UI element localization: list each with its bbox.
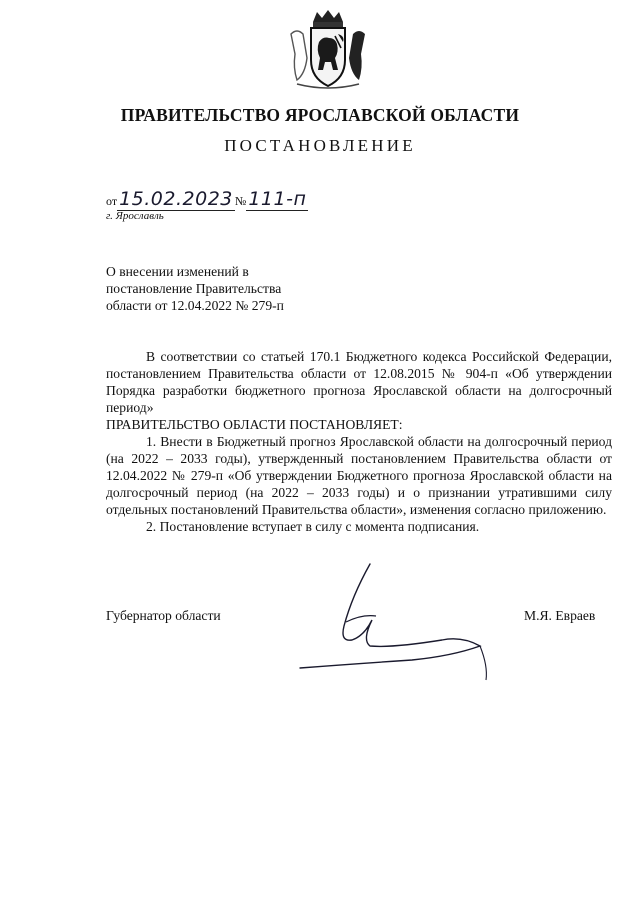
signatory-position: Губернатор области — [106, 608, 221, 623]
handwritten-signature-icon — [292, 556, 492, 686]
document-date: 15.02.2023 — [119, 188, 233, 210]
document-number: 111-п — [248, 188, 307, 210]
document-body — [106, 348, 612, 535]
document-subject — [106, 263, 346, 314]
organization-title: ПРАВИТЕЛЬСТВО ЯРОСЛАВСКОЙ ОБЛАСТИ — [120, 105, 520, 125]
number-prefix: № — [234, 194, 247, 208]
date-prefix: от — [106, 194, 118, 208]
body-paragraph: В соответствии со статьей 170.1 Бюджетного кодекса Российской Федерации, постановлением Правительства области от 12.08.2015 № 904-п «Об утверждении Порядка разработки бюджетного прогноза Ярославской области на долгосрочный период» — [106, 349, 612, 415]
body-decree-heading: ПРАВИТЕЛЬСТВО ОБЛАСТИ ПОСТАНОВЛЯЕТ: — [106, 417, 403, 432]
city: г. Ярославль — [106, 210, 164, 222]
subject-line: области от 12.04.2022 № 279-п — [106, 298, 284, 313]
body-paragraph: 1. Внести в Бюджетный прогноз Ярославской области на долгосрочный период (на 2022 – 2033 годы), утвержденный постановлением Правительства области от 12.04.2022 № 279-п «Об утверждении Бюджетного прогноза Ярославской области на долгосрочный период (на 2022 – 2033 годы) и о признании утратившими силу отдельных постановлений Правительства области», изменения согласно приложению. — [106, 434, 612, 517]
subject-line: постановление Правительства — [106, 281, 282, 296]
date-number-line — [106, 188, 308, 211]
body-paragraph: 2. Постановление вступает в силу с момента подписания. — [146, 519, 480, 534]
coat-of-arms-icon — [283, 8, 373, 90]
signatory-name: М.Я. Евраев — [524, 608, 596, 623]
document-type: ПОСТАНОВЛЕНИЕ — [224, 136, 416, 155]
subject-line: О внесении изменений в — [106, 264, 249, 279]
